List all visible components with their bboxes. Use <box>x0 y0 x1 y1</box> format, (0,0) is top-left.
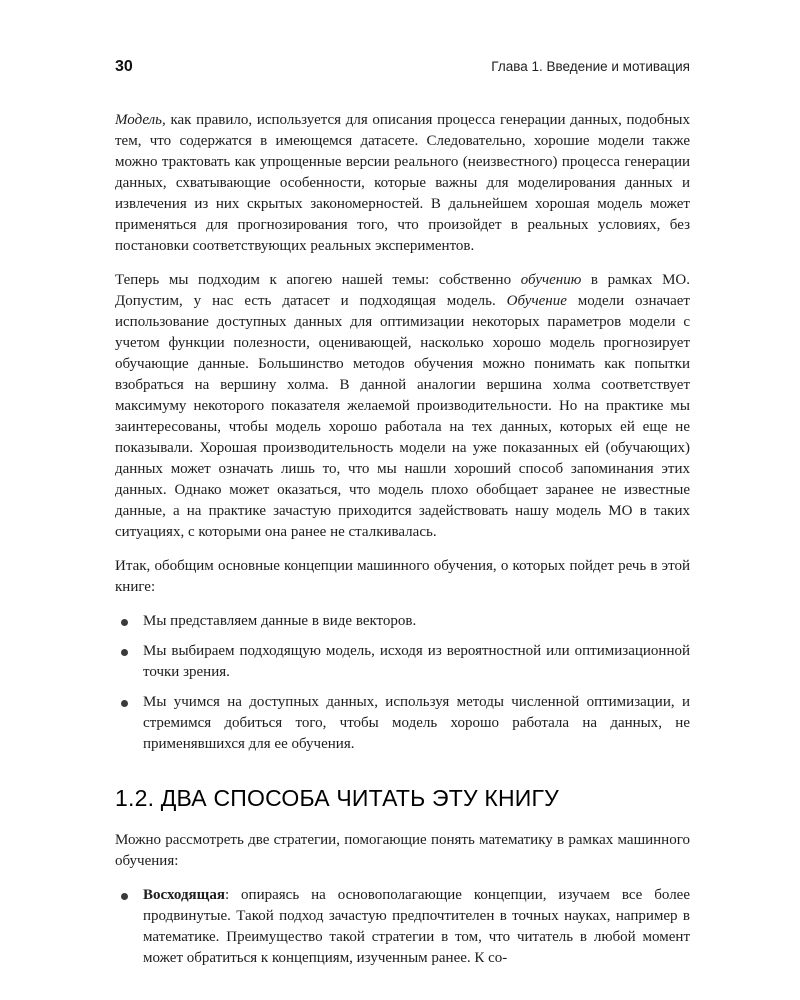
text-segment: обучению <box>520 272 582 288</box>
text-segment: Можно рассмотреть две стратегии, помогающие понять математику в рамках машинного обучения: <box>115 832 690 869</box>
paragraph <box>115 270 690 543</box>
section-heading <box>115 785 690 812</box>
text-segment: Итак, обобщим основные концепции машинного обучения, о которых пойдет речь в этой книге: <box>115 558 690 595</box>
text-segment: модели означает использование доступных данных для оптимизации некоторых параметров модели с учетом функции полезности, оценивающей, насколько хорошо модель прогнозирует обучающие данные. Большинство методов обучения можно понимать как попытки взобраться на вершину холма. В данной аналогии вершина холма соответствует максимуму некоторого показателя желаемой производительности. Но на практике мы заинтересованы, чтобы модель хорошо работала на тех данных, которых ей еще не показывали. Хорошая производительность модели на уже показанных ей (обучающих) данных может означать лишь то, что мы нашли хороший способ запоминания этих данных. Однако может оказаться, что модель плохо обобщает заранее не известные данные, а на практике зачастую приходится задействовать нашу модель МО в таких ситуациях, с которыми она ранее не сталкивалась. <box>115 293 690 540</box>
text-segment: Обучение <box>506 293 567 309</box>
page-content <box>115 110 690 969</box>
list-item <box>115 692 690 755</box>
list-item <box>115 611 690 632</box>
paragraph <box>115 110 690 257</box>
text-segment: Мы представляем данные в виде векторов. <box>143 613 417 629</box>
bullet-list <box>115 611 690 755</box>
list-item <box>115 885 690 969</box>
chapter-title: Глава 1. Введение и мотивация <box>491 59 690 74</box>
text-segment: Модель, <box>115 112 166 128</box>
text-segment: как правило, используется для описания процесса генерации данных, подобных тем, что содержатся в имеющемся датасете. Следовательно, хорошие модели также можно трактовать как упрощенные версии реального (неизвестного) процесса генерации данных, схватывающие особенности, которые важны для моделирования данных и извлечения из них скрытых закономерностей. В дальнейшем хорошая модель может применяться для прогнозирования того, что произойдет в реальных условиях, без постановки соответствующих реальных экспериментов. <box>115 112 690 254</box>
paragraph <box>115 830 690 872</box>
list-item <box>115 641 690 683</box>
bullet-list <box>115 885 690 969</box>
page-number: 30 <box>115 58 133 75</box>
text-segment: Восходящая <box>143 887 225 903</box>
paragraph <box>115 556 690 598</box>
text-segment: Мы выбираем подходящую модель, исходя из вероятностной или оптимизационной точки зрения. <box>143 643 690 680</box>
page-header <box>115 58 690 76</box>
text-segment: 1.2. ДВА СПОСОБА ЧИТАТЬ ЭТУ КНИГУ <box>115 785 559 811</box>
text-segment: Теперь мы подходим к апогею нашей темы: собственно <box>115 272 521 288</box>
text-segment: : опираясь на основополагающие концепции, изучаем все более продвинутые. Такой подход зачастую предпочтителен в точных науках, например в математике. Преимущество такой стратегии в том, что читатель в любой момент может обратиться к концепциям, изученным ранее. К со- <box>143 887 690 966</box>
text-segment: Мы учимся на доступных данных, используя методы численной оптимизации, и стремимся добиться того, чтобы модель хорошо работала на данных, не применявшихся для ее обучения. <box>143 694 690 752</box>
text-segment: в рамках МО. Допустим, у нас есть датасет и подходящая модель. <box>115 272 690 309</box>
